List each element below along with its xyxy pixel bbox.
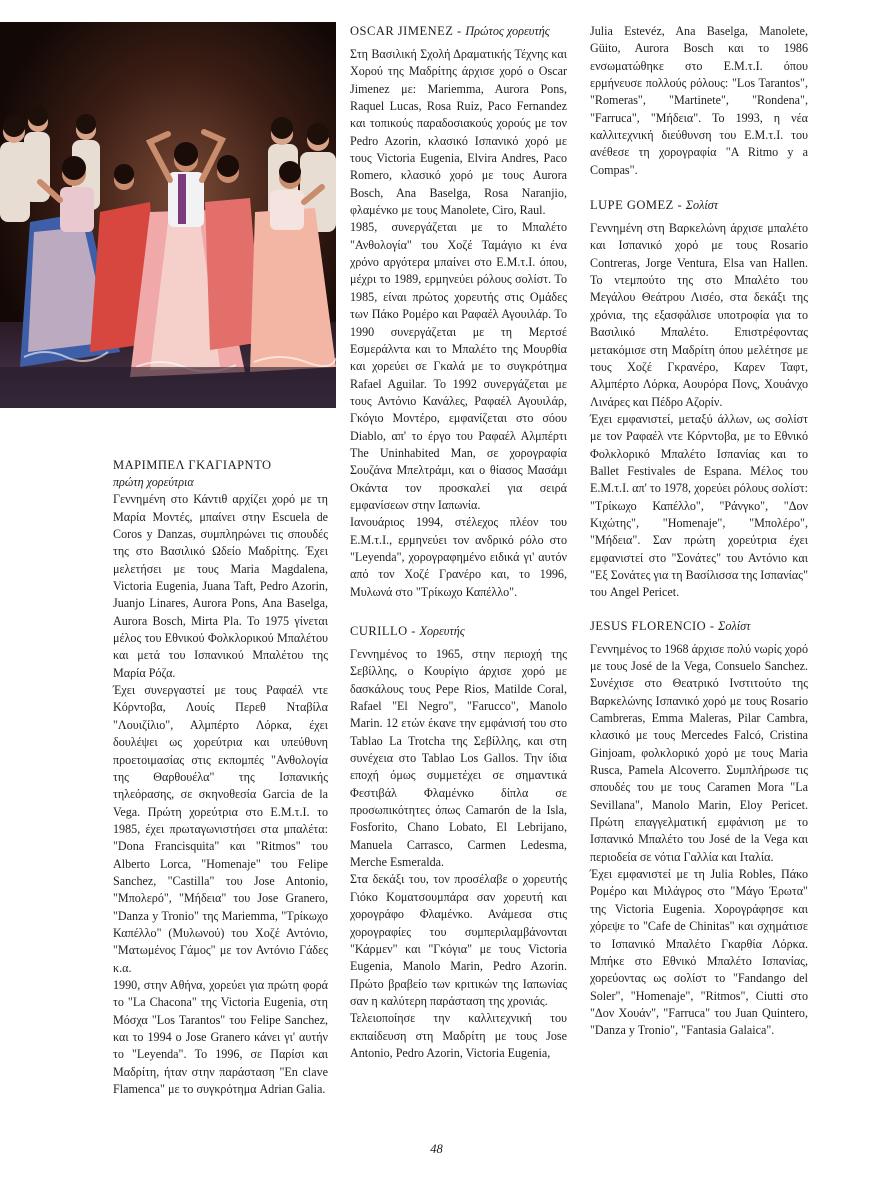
name-curillo: CURILLO [350,624,408,638]
paragraph: Γεννημένη στη Βαρκελώνη άρχισε μπαλέτο και Ισπανικό χορό με τους Rosario Contreras, Jorge Ventura, Elsa van Hallen. Το ντεμπούτο της στο Μπαλέτο του Μεγάλου Θεάτρου Λισέο, στα δεκάξι της χρόνια, της εξασφάλισε υποτροφία για το Βασιλικό Μπαλέτο. Επιστρέφοντας μετακόμισε στη Μαδρίτη όπου μελέτησε με τους Χοζέ Γκρανέρο, Καρεν Ταφτ, Αλμπέρτο Λόρκα, Αουρόρα Πονς, Χουάνχο Λινάρες και Πέδρο Αζορίν. [590,221,808,409]
role-marimpel: πρώτη χορεύτρια [113,475,194,489]
flamenco-dancers-image [0,22,336,408]
paragraph: Έχει εμφανιστεί, μεταξύ άλλων, ως σολίστ με τον Ραφαέλ ντε Κόρντοβα, με το Εθνικό Φολκλορικό Μπαλέτο Ισπανίας και το Ballet Festivales de Espana. Μέλος του Ε.Μ.τ.Ι. απ' το 1978, χορεύει ρόλους σολίστ: "Τρίκωχο Καπέλλο", "Ράνγκο", "Δον Κιχώτης", "Homenaje", "Μπολέρο", "Μήδεια". Σαν πρώτη χορεύτρια έχει εμφανιστεί στο "Σονάτες" του Αντόνιο και "Εξ Σονάτες για τη Βασίλισσα της Ισπανίας" του Angel Pericet. [590,411,808,600]
paragraph: Έχει συνεργαστεί με τους Ραφαέλ ντε Κόρντοβα, Λουίς Περεθ Νταβίλα "Λουιζίλιο", Αλμπέρτο Λόρκα, έχει δουλέψει ως χορεύτρια και υπεύθυνη προετοιμασίας στις εκπομπές "Ανθολογία της Θαρθουέλα" της Ισπανικής τηλεόρασης, σε σκηνοθεσία Garcia de la Vega. Πρώτη χορεύτρια στο Ε.Μ.τ.Ι. το 1985, έχει πρωταγωνιστήσει στα μπαλέτα: "Dona Francisquita" και "Ritmos" του Alberto Lorca, "Homenaje" του Felipe Sanchez, "Castilla" του Jose Antonio, "Μπολερό", "Μήδεια" του Jose Granero, "Danza y Tronio" της Mariemma, "Τρίκωχο Καπέλλο" (Μυλωνού) του Χοζέ Αντόνιο, "Ματωμένος Γάμος" με τον Αντόνιο Γάδες κ.α. [113,683,328,975]
page-number: 48 [430,1142,443,1156]
paragraph: 1990, στην Αθήνα, χορεύει για πρώτη φορά το "La Chacona" της Victoria Eugenia, στη Μόσχα "Los Tarantos" του Felipe Sanchez, και το 1994 ο Jose Granero κάνει γι' αυτήν το "Leyenda". Το 1996, σε Παρίσι και Μαδρίτη, ήταν στην παράσταση "En clave Flamenca" με το συγκρότημα Adrian Galia. [113,977,328,1097]
name-lupe: LUPE GOMEZ [590,198,674,213]
paragraph: Τελειοποίησε την καλλιτεχνική του εκπαίδευση στη Μαδρίτη με τους Jose Antonio, Pedro Azorin, Victoria Eugenia, [350,1011,567,1060]
name-jesus: JESUS FLORENCIO [590,618,707,633]
heading-oscar: OSCAR JIMENEZ - Πρώτος χορευτής [350,24,550,38]
role-lupe: Σολίστ [685,198,719,213]
paragraph: Γεννημένη στο Κάντιθ αρχίζει χορό με τη Μαρία Μοντές, μπαίνει στην Escuela de Coros y Danzas, συμπληρώνει τις σπουδές της στο Βασιλικό Ωδείο Μαδρίτης. Έχει μελετήσει με τους Maria Magdalena, Victoria Eugenia, Juana Taft, Pedro Azorin, Juanjo Linares, Aurora Pons, Ana Baselga, Aurora Bosch, Mirta Pla. Το 1975 γίνεται μέλος του Εθνικού Φολκλορικού Μπαλέτου και μετά του Ισπανικού Μπαλέτου της Μαρία Ρόζα. [113,492,328,680]
column-3 [590,23,808,1040]
paragraph: Julia Estevéz, Ana Baselga, Manolete, Güito, Aurora Bosch και το 1986 ενσωματώθηκε στο Ε.Μ.τ.Ι. όπου ερμήνευσε πολλούς ρόλους: "Los Tarantos", "Romeras", "Martinete", "Rondena", "Farruca", "Μήδεια". Το 1993, η νέα καλλιτεχνική διεύθυνση του Ε.Μ.τ.Ι. του ανέθεσε τη χορογραφία "A Ritmo y a Compas". [590,24,808,177]
name-marimpel: ΜΑΡΙΜΠΕΛ ΓΚΑΓΙΑΡΝΤΟ [113,458,272,472]
heading-jesus: JESUS FLORENCIO - Σολίστ [590,618,751,633]
role-oscar: Πρώτος χορευτής [465,24,550,38]
paragraph: Στη Βασιλική Σχολή Δραματικής Τέχνης και Χορού της Μαδρίτης άρχισε χορό ο Oscar Jimenez με: Mariemma, Aurora Pons, Raquel Lucas, Rosa Ruiz, Paco Fernandez και τοπικούς παραδοσιακούς χορούς με τον Pedro Azorin, κλασικό Ισπανικό χορό με τους Victoria Eugenia, Elvira Andres, Paco Romero, κλασικό χορό με τους Aurora Bosch, Ana Baselga, Rosa Naranjio, φλαμένκο με τους Manolete, Ciro, Raul. [350,47,567,218]
paragraph: 1985, συνεργάζεται με το Μπαλέτο "Ανθολογία" του Χοζέ Ταμάγιο κι ένα χρόνο αργότερα μπαίνει στο Ε.Μ.τ.Ι. όπου, μέχρι το 1989, ερμηνεύει ρόλους σολίστ. Το 1985, είναι πρώτος χορευτής στις Ομάδες των Πάκο Ρομέρο και Ραφαέλ Αγουιλάρ. Το 1990 συνεργάζεται με τη Μερτσέ Εσμεράλντα και το Μπαλέτο της Μουρθία και χορεύει σε Γκαλά με το συγκρότημα Rafael Aguilar. Το 1992 συνεργάζεται με τους Αντόνιο Κανάλες, Ραφαέλ Αγουιλάρ, Γκόγιο Μοντέρο, εμφανίζεται στο σόου Diablo, απ' το έργο του Ραφαέλ Αλμπέρτι The Uninhabited Man, σε χορογραφία Σουζάνα Μπελτράμι, και ο θίασος Μασάμι Οκάντα τον προσκαλεί για σειρά εμφανίσεων στην Ιαπωνία. [350,220,567,512]
role-jesus: Σολίστ [718,618,751,633]
name-oscar: OSCAR JIMENEZ [350,24,454,38]
paragraph: Ιανουάριος 1994, στέλεχος πλέον του Ε.Μ.τ.Ι., ερμηνεύει τον ανδρικό ρόλο στο "Leyenda", χορογραφημένο ειδικά γι' αυτόν από τον Χοζέ Γρανέρο και, το 1996, Μυλωνά στο "Τρίκωχο Καπέλλο". [350,515,567,599]
column-2 [350,23,567,1062]
paragraph: Έχει εμφανιστεί με τη Julia Robles, Πάκο Ρομέρο και Μιλάγρος στο "Μάγο Έρωτα" της Victoria Eugenia. Χορογράφησε και χόρεψε το "Cafe de Chinitas" και σχημάτισε το Ισπανικό Μπαλέτο Γκαρθία Λόρκα. Μπήκε στο Εθνικό Μπαλέτο Ισπανίας, χορεύοντας ως σολίστ το "Fandango del Soler", "Homenaje", "Ritmos", Ciutti στο "Δον Χουάν", "Farruca" του Juan Quintero, "Danza y Tronio", "Fantasia Galaica". [590,867,808,1038]
heading-lupe: LUPE GOMEZ - Σολίστ [590,198,719,213]
heading-curillo: CURILLO - Χορευτής [350,624,465,638]
paragraph: Στα δεκάξι του, τον προσέλαβε ο χορευτής Γιόκο Κοματσουμπάρα σαν χορευτή και χορογράφο Φλαμένκο. Ανάμεσα στις χορογραφίες του συμπεριλαμβάνονται "Κάρμεν" και "Γκόγια" με τους Victoria Eugenia, Manolo Marin, Pedro Azorin. Πρώτο βραβείο των κριτικών της Ιαπωνίας σαν η καλύτερη παράσταση της χρονιάς. [350,872,567,1008]
column-1 [113,457,328,1098]
paragraph: Γεννημένος το 1968 άρχισε πολύ νωρίς χορό με τους José de la Vega, Consuelo Sanchez. Συνέχισε στο Θεατρικό Ινστιτούτο της Βαρκελώνης Ισπανικό χορό με τους Rosario Cambreras, Emma Maleras, Pilar Cambra, κλασικό με τους Mercedes Falcó, Cristina Ginjoam, φολκλορικό χορό με τους Maria Rusca, Pamela Alcoverro. Συμπλήρωσε τις σπουδές του με τους Caramen Mora "La Sevillana", Manolo Marin, Eloy Pericet. Πρώτη επαγγελματική εμφάνιση με το Ισπανικό Μπαλέτο του José de la Vega και περιοδεία σε νότια Γαλλία και Ιταλία. [590,641,808,864]
dancers-photo [0,22,336,408]
role-curillo: Χορευτής [419,624,465,638]
paragraph: Γεννημένος το 1965, στην περιοχή της Σεβίλλης, ο Κουρίγιο άρχισε χορό με δασκάλους τους Pepe Rios, Matilde Coral, Rafael "El Negro", "Farucco", Manolo Marin. 12 ετών έκανε την εμφάνισή του στο Tablao La Trotcha της Σεβίλλης, και στη συνέχεια στο Tablao Los Gallos. Την ίδια εποχή όμως συμμετέχει σε σημαντικά Φεστιβάλ Φλαμένκο δίπλα σε προσωπικότητες όπως Camarón de la Isla, Fosforito, Chano Lobato, El Lebrijano, Manuela Carrasco, Carmen Ledesma, Merche Esmeralda. [350,647,567,870]
